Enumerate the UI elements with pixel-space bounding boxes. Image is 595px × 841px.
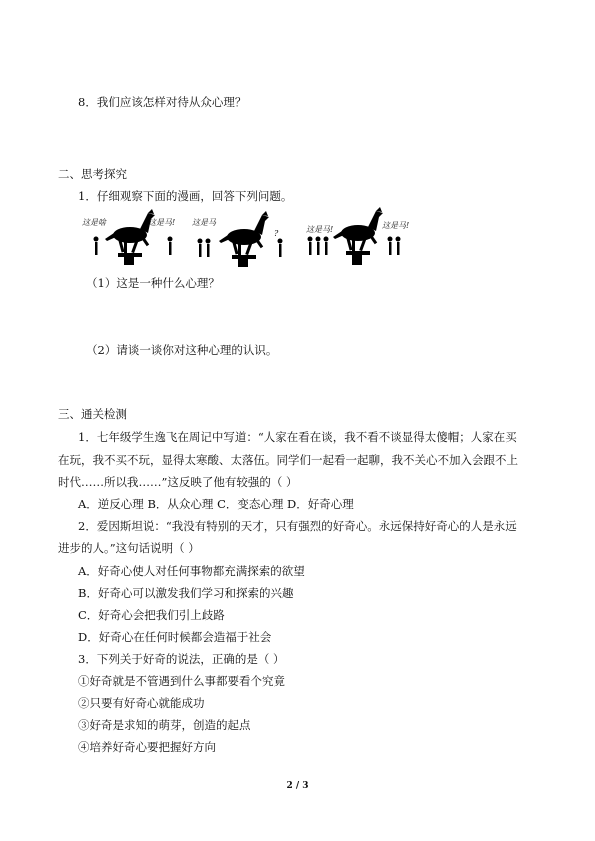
sub-question-2: （2）请谈一谈你对这种心理的认识。	[86, 343, 278, 357]
q2-option-d: D．好奇心在任何时候都会造福于社会	[78, 630, 272, 644]
q2-line-1: 2．爱因斯坦说：“我没有特别的天才，只有强烈的好奇心。永远保持好奇心的人是永远	[78, 519, 517, 533]
q2-line-2: 进步的人。”这句话说明（ ）	[58, 541, 200, 555]
comic-bubble-3a: 这是马!	[306, 225, 334, 234]
q1-line-2: 在玩，我不买不玩，显得太寒酸、太落伍。同学们一起看一起聊，我不关心不加入会跟不上	[58, 453, 518, 467]
q1-options: A．逆反心理 B．从众心理 C．变态心理 D．好奇心理	[78, 497, 354, 511]
q3-statement-1: ①好奇就是不管遇到什么事都要看个究竟	[78, 674, 285, 688]
comic-bubble-2a: 这是马	[192, 218, 216, 227]
q2-option-a: A．好奇心使人对任何事物都充满探索的欲望	[78, 564, 305, 578]
comic-bubble-3b: 这是马!	[382, 221, 410, 230]
question-8: 8．我们应该怎样对待从众心理？	[78, 95, 247, 109]
comic-panel-2	[190, 205, 300, 267]
comic-panel-1	[78, 205, 188, 267]
q3-stem: 3．下列关于好奇的说法，正确的是（ ）	[78, 652, 285, 666]
q2-option-b: B．好奇心可以激发我们学习和探索的兴趣	[78, 586, 294, 600]
section-2-question-1: 1．仔细观察下面的漫画，回答下列问题。	[78, 189, 293, 203]
q3-statement-2: ②只要有好奇心就能成功	[78, 696, 205, 710]
page-number: 2 / 3	[286, 781, 309, 791]
sub-question-1: （1）这是一种什么心理？	[86, 276, 220, 290]
comic-illustration	[78, 205, 408, 267]
section-3-heading: 三、通关检测	[58, 407, 127, 421]
q2-option-c: C．好奇心会把我们引上歧路	[78, 608, 225, 622]
q3-statement-4: ④培养好奇心要把握好方向	[78, 740, 216, 754]
comic-panel-3	[304, 205, 414, 267]
comic-bubble-1a: 这是啥	[82, 218, 106, 227]
section-2-heading: 二、思考探究	[58, 167, 127, 181]
comic-bubble-2b: ?	[274, 229, 279, 238]
q1-line-3: 时代……所以我……”这反映了他有较强的（ ）	[58, 475, 298, 489]
q3-statement-3: ③好奇是求知的萌芽，创造的起点	[78, 718, 251, 732]
comic-bubble-1b: 这是马!	[148, 218, 176, 227]
q1-line-1: 1．七年级学生逸飞在周记中写道：“人家在看在谈，我不看不谈显得太傻帽；人家在买	[78, 430, 517, 444]
